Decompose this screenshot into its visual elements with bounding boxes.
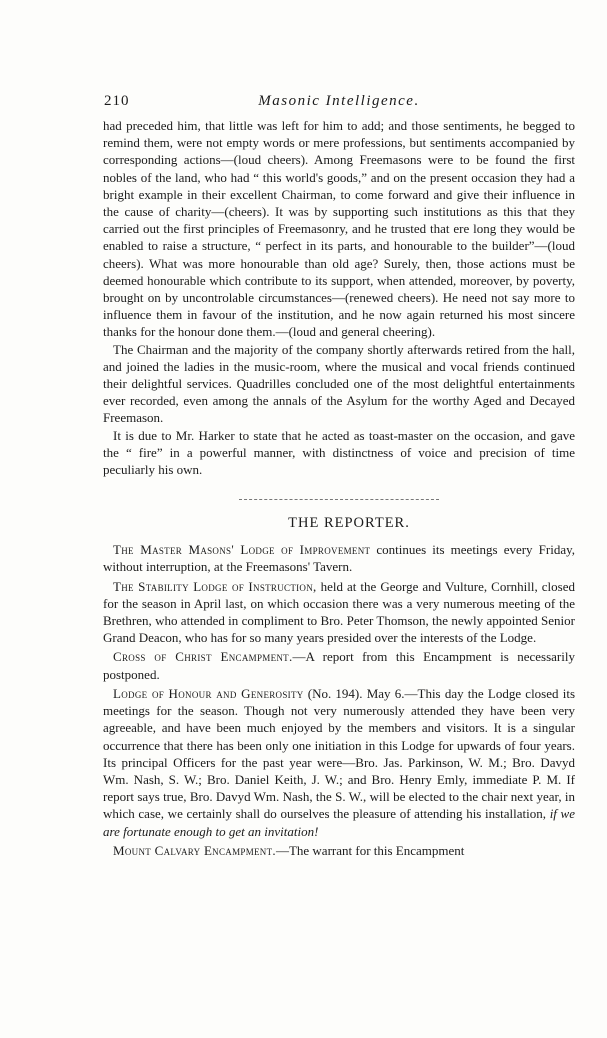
speech-paragraph: The Chairman and the majority of the company shortly afterwards retired from the hall, and joined the ladies in the music-room, where the musical and vocal friends continued their delightful services. Quadrilles concluded one of the most delightful entertainments ever recorded, even among the annals of the Asylum for the worthy Aged and Decayed Freemason.	[103, 341, 575, 426]
section-heading: THE REPORTER.	[288, 515, 410, 532]
report-body: (No. 194). May 6.—This day the Lodge closed its meetings for the season. Though not very numerously attended they have been very agreeable, and have been much enjoyed by the members and visitors. It is a singular occurrence that there has been only one initiation in this Lodge for upwards of four years. Its principal Officers for the past year were—Bro. Jas. Parkinson, W. M.; Bro. Davyd Wm. Nash, S. W.; Bro. Daniel Keith, J. W.; and Bro. Henry Emly, immediate P. M. If report says true, Bro. Davyd Wm. Nash, the S. W., will be elected to the chair next year, in which case, we certainly shall do ourselves the pleasure of attending his installation,	[103, 685, 576, 822]
report-item	[103, 648, 575, 682]
report-lead: Lodge of Honour and Generosity	[113, 685, 304, 701]
report-item	[103, 842, 575, 859]
page-number: 210	[104, 93, 130, 109]
report-lead: Cross of Christ Encampment.	[113, 649, 293, 665]
reporter-section	[103, 541, 575, 859]
report-tail: if we are fortunate enough to get an invitation!	[103, 806, 575, 839]
report-item	[103, 685, 575, 840]
report-lead: The Master Masons' Lodge of Improvement	[113, 542, 371, 558]
report-body: —A report from this Encampment is necessarily postponed.	[103, 649, 575, 682]
report-item	[103, 541, 575, 575]
speech-section	[103, 117, 575, 478]
report-body: —The warrant for this Encampment	[275, 842, 465, 858]
report-lead: Mount Calvary Encampment.	[113, 842, 276, 858]
report-item	[103, 578, 575, 647]
report-lead: The Stability Lodge of Instruction,	[113, 578, 317, 594]
report-body: continues its meetings every Friday, without interruption, at the Freemasons' Tavern.	[103, 542, 575, 575]
speech-paragraph: had preceded him, that little was left for him to add; and those sentiments, he begged to remind them, were not empty words or mere professions, but sentiments accompanied by corresponding actions—(loud cheers). Among Freemasons were to be found the first nobles of the land, who had “ this world's goods,” and on the present occasion they had a bright example in their excellent Chairman, to come forward and give their influence in the cause of charity—(cheers). It was by supporting such institutions as this that they carried out the first principles of Freemasonry, and he trusted that ere long they would be enabled to raise a structure, “ perfect in its parts, and honourable to the builder”—(loud cheers). What was more honourable than old age? Surely, then, those actions must be deemed honourable which contribute to its support, when attended, moreover, by poverty, brought on by uncontrolable circumstances—(renewed cheers). He need not say more to influence them in favour of the institution, and he now again returned his most sincere thanks for the honour done them.—(loud and general cheering).	[103, 118, 575, 340]
section-divider	[239, 499, 439, 500]
speech-paragraph: It is due to Mr. Harker to state that he acted as toast-master on the occasion, and gave the “ fire” in a powerful manner, with distinctness of voice and precision of time peculiarly his own.	[103, 427, 575, 478]
report-body: held at the George and Vulture, Cornhill, closed for the season in April last, on which occasion there was a very numerous meeting of the Brethren, who attended in compliment to Bro. Peter Thomson, the newly appointed Senior Grand Deacon, who has for so many years presided over the interests of the Lodge.	[103, 578, 575, 646]
running-head	[103, 93, 575, 117]
page-body	[103, 93, 575, 859]
journal-title: Masonic Intelligence.	[258, 93, 420, 109]
